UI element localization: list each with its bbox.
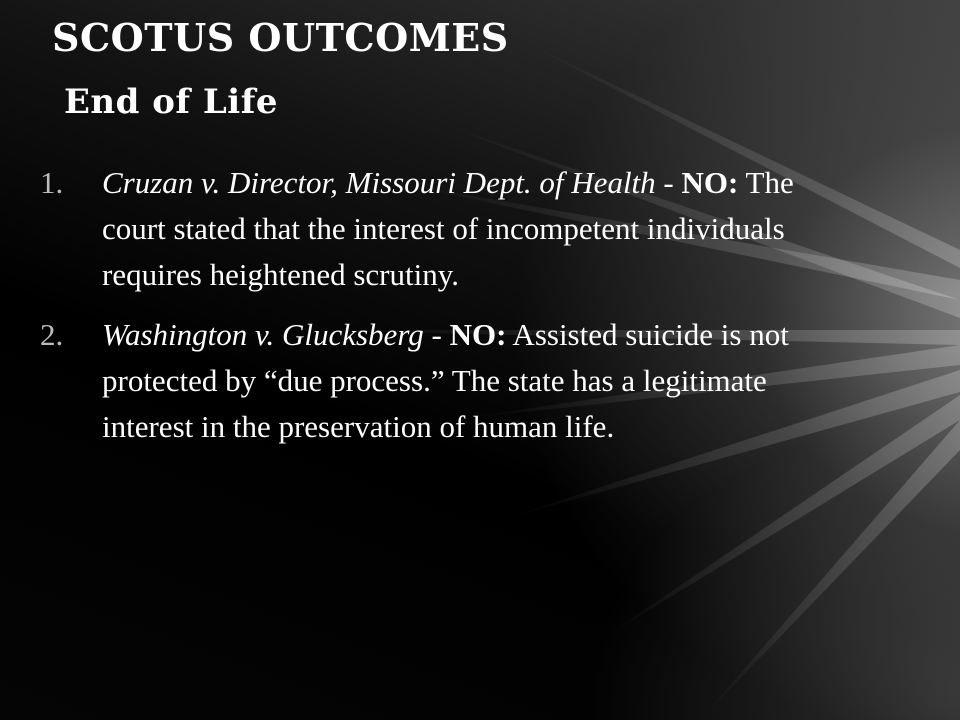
slide-title: SCOTUS OUTCOMES [52, 15, 509, 60]
outcomes-list [30, 160, 810, 464]
slide-subtitle: End of Life [64, 82, 278, 122]
list-item [30, 312, 810, 450]
item-number: 2. [40, 317, 64, 352]
verdict: NO: [449, 317, 507, 352]
verdict: NO: [681, 165, 739, 200]
separator: - [655, 165, 682, 200]
explanation: Assisted suicide is not protected by “due process.” The state has a legitimate interest in the preservation of human life. [102, 317, 789, 444]
case-name: Washington v. Glucksberg [102, 317, 424, 352]
case-name: Cruzan v. Director, Missouri Dept. of Health [102, 165, 656, 200]
separator: - [423, 317, 450, 352]
item-number: 1. [40, 165, 64, 200]
list-item [30, 160, 810, 298]
explanation: The court stated that the interest of incompetent individuals requires heightened scrutiny. [102, 165, 794, 292]
